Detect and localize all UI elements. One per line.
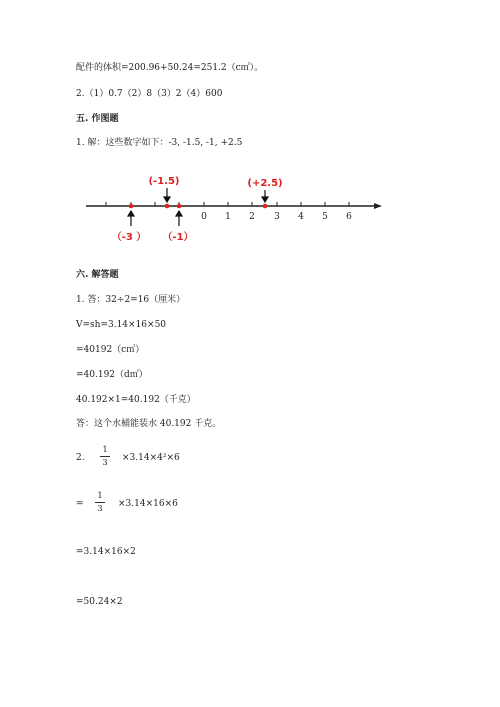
tick-label-5: 5 — [322, 212, 328, 222]
tick-label-0: 0 — [201, 212, 207, 222]
text-line-q2-step3: =50.24×2 — [76, 597, 123, 607]
tick-label-6: 6 — [346, 212, 352, 222]
tick-label-3: 3 — [274, 212, 280, 222]
arrowhead-up-minus-1 — [176, 211, 182, 216]
text-line-q2-step1: ×3.14×16×6 — [118, 499, 178, 509]
arrowhead-down-minus-1-5 — [164, 197, 170, 202]
text-line-volume-formula: V=sh=3.14×16×50 — [76, 320, 167, 330]
tick-label-2: 2 — [249, 212, 255, 222]
point-minus-3 — [129, 204, 134, 209]
arrowhead-down-plus-2-5 — [262, 197, 268, 202]
text-line-result-dm: =40.192（d㎡） — [76, 370, 148, 380]
fraction-bar — [95, 502, 105, 503]
section-heading-drawing: 五. 作图题 — [76, 114, 119, 124]
text-line-conclusion: 答：这个水桶能装水 40.192 千克。 — [76, 419, 222, 429]
fraction-denominator: 3 — [97, 504, 103, 513]
text-line-q2-step1-prefix: = — [76, 499, 84, 509]
text-line-numbers: 1. 解：这些数字如下：-3, -1.5, -1, +2.5 — [76, 138, 243, 148]
tick-label-1: 1 — [225, 212, 231, 222]
text-line-mass: 40.192×1=40.192（千克） — [76, 395, 196, 405]
section-heading-solutions: 六. 解答题 — [76, 270, 119, 280]
arrowhead-up-minus-3 — [128, 211, 134, 216]
text-line-answers-2: 2.（1）0.7（2）8（3）2（4）600 — [76, 89, 223, 99]
text-line-answer-1: 1. 答：32÷2=16（厘米） — [76, 295, 186, 305]
number-line-arrowhead — [374, 203, 382, 209]
label-minus-3: （-3 ） — [111, 232, 147, 243]
fraction-numerator: 1 — [102, 445, 108, 454]
fraction-denominator: 3 — [102, 458, 108, 467]
fraction-one-third-2 — [95, 491, 105, 514]
tick-label-4: 4 — [298, 212, 304, 222]
text-line-result-cm: =40192（c㎡） — [76, 345, 145, 355]
point-minus-1-5 — [165, 204, 170, 209]
label-minus-1: （-1） — [162, 232, 194, 243]
text-line-q2-expression: ×3.14×4²×6 — [122, 453, 180, 463]
point-minus-1 — [177, 204, 182, 209]
label-minus-1-5: (-1.5) — [148, 176, 180, 187]
fraction-one-third — [100, 445, 110, 468]
point-plus-2-5 — [263, 204, 268, 209]
text-line-q2-step2: =3.14×16×2 — [76, 547, 136, 557]
number-line-figure — [84, 170, 394, 250]
fraction-bar — [100, 456, 110, 457]
text-line-q2-prefix: 2. — [76, 453, 85, 463]
text-line-volume: 配件的体积=200.96+50.24=251.2（c㎡）。 — [76, 63, 264, 73]
label-plus-2-5: (+2.5) — [247, 178, 283, 189]
fraction-numerator: 1 — [97, 491, 103, 500]
